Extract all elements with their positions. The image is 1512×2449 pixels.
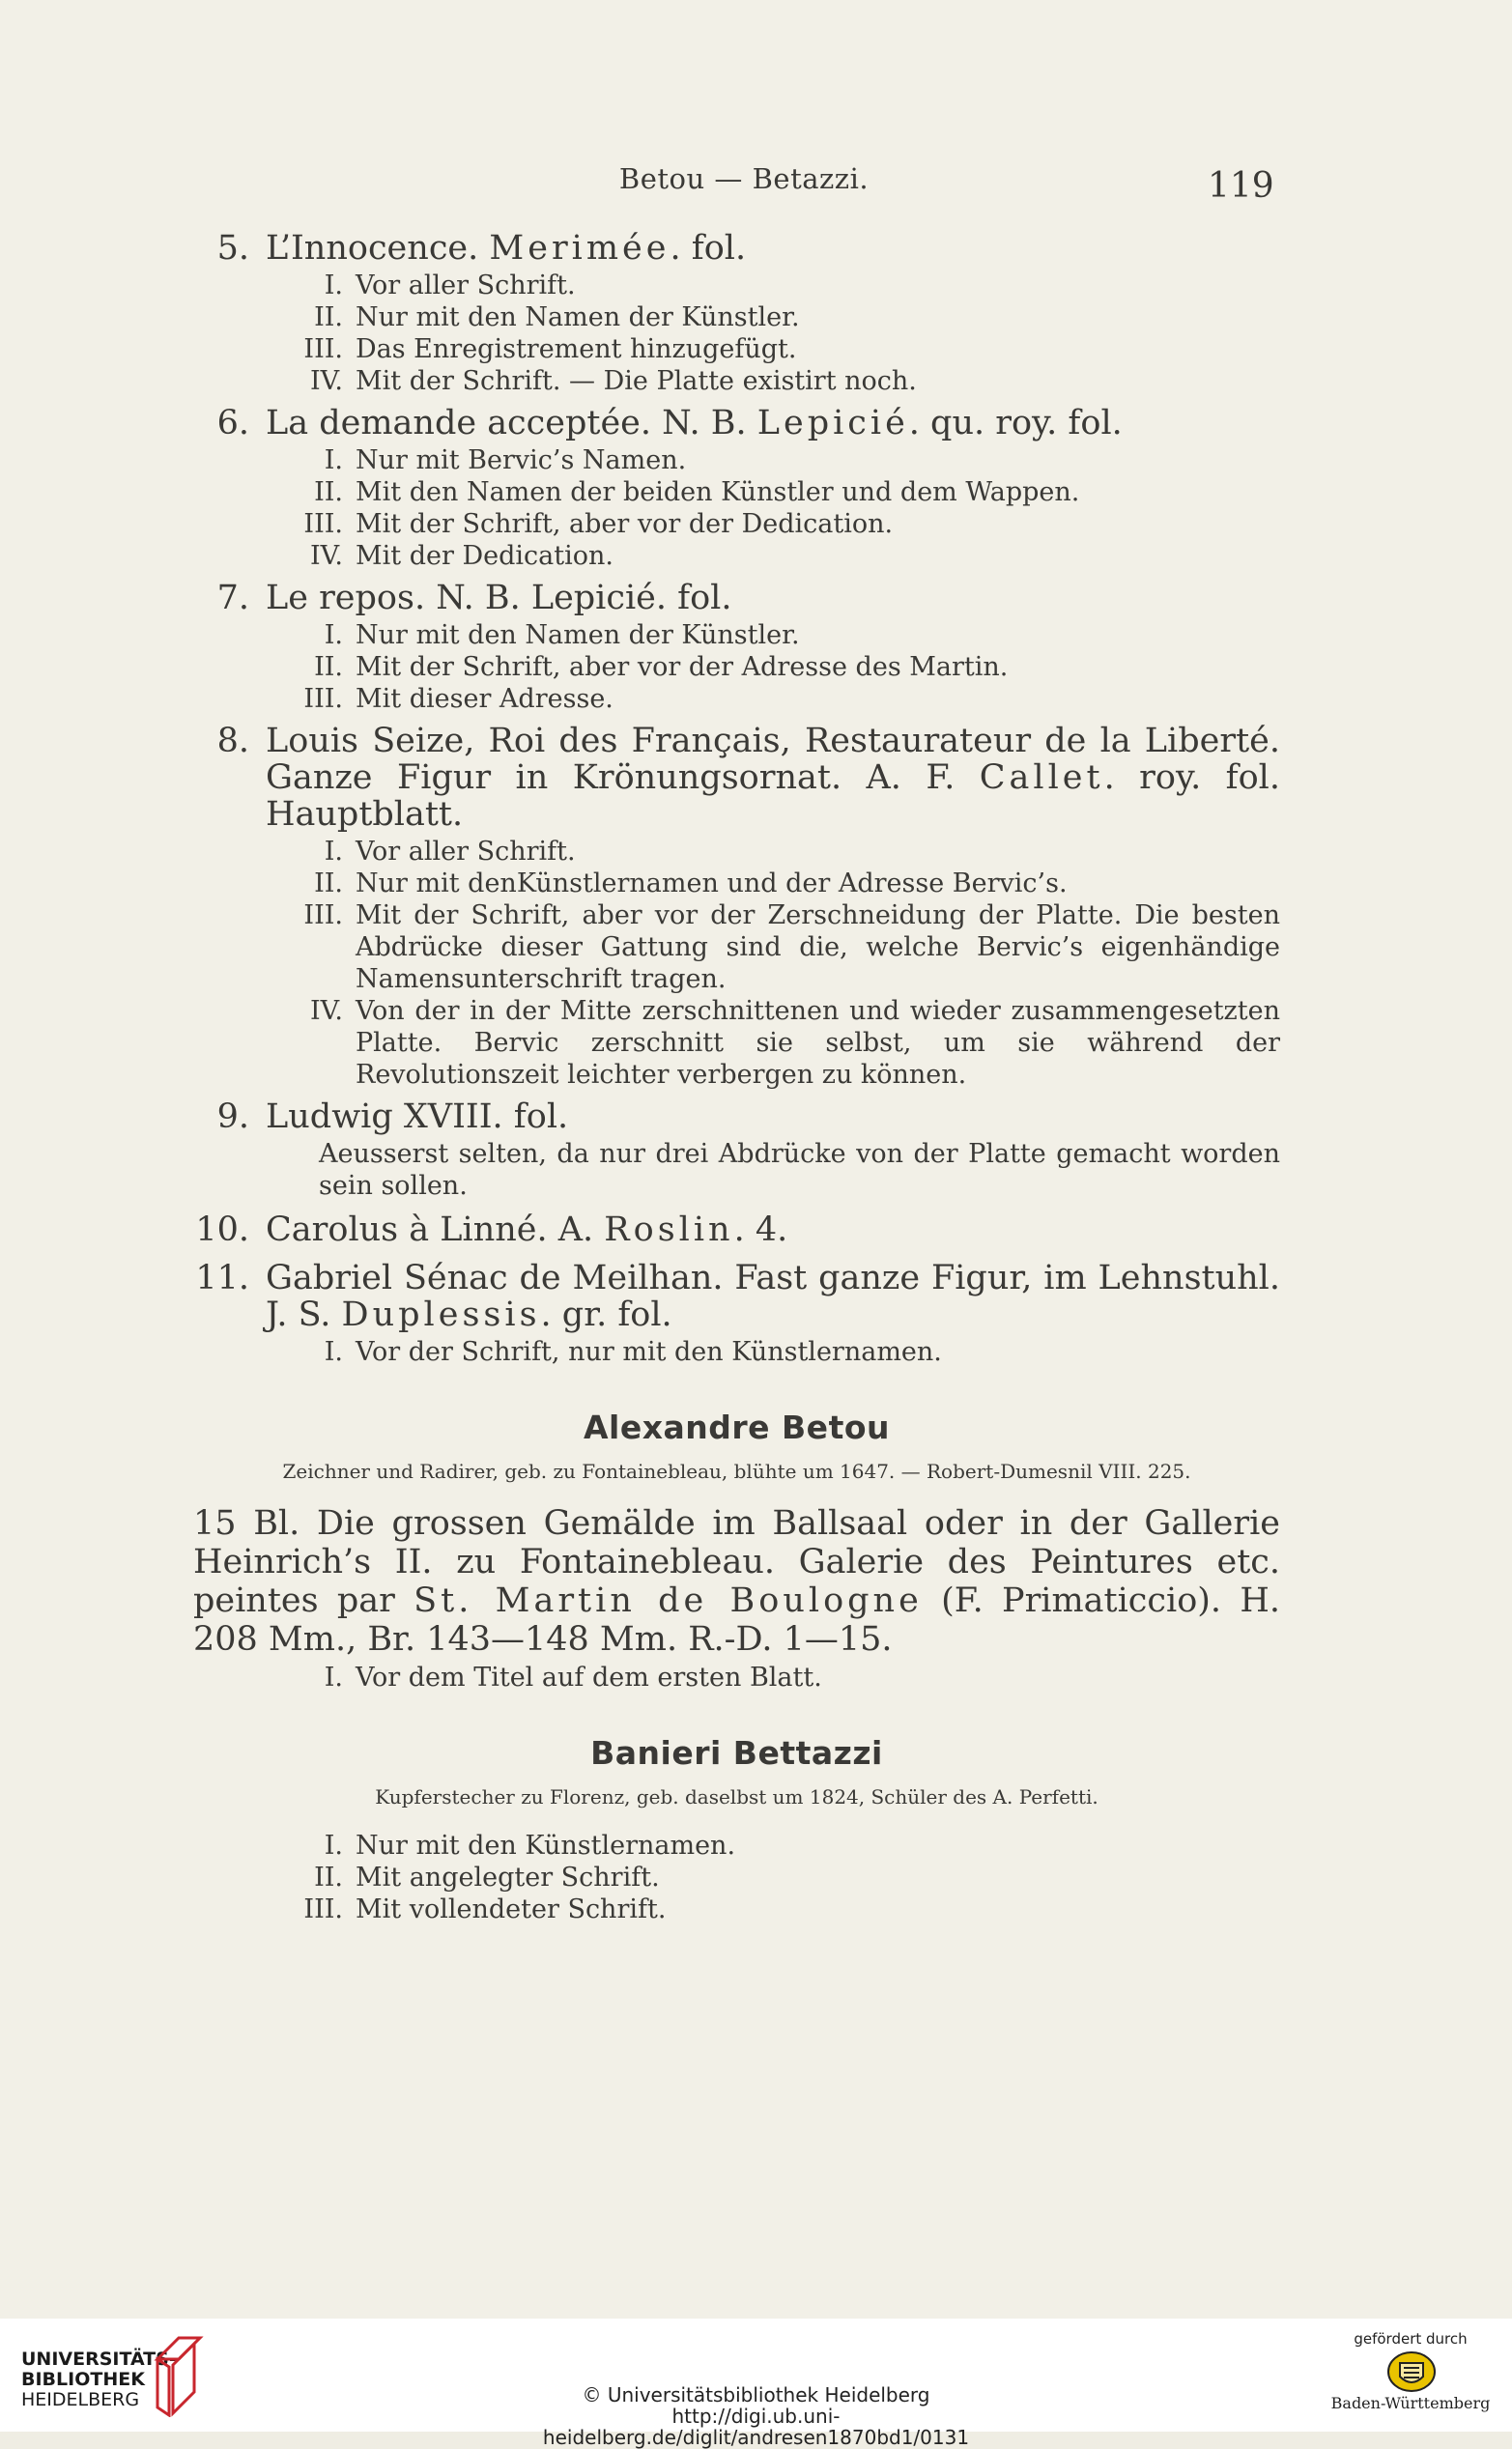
entry-number: 11.	[195, 1259, 249, 1297]
state-item: III. Das Enregistrement hinzugefügt.	[303, 334, 797, 364]
state-item: IV. Mit der Schrift. — Die Platte existirt noch.	[309, 366, 917, 396]
state-item: II. Mit angelegter Schrift.	[314, 1863, 660, 1893]
entry-number: 9.	[216, 1097, 249, 1136]
page-body	[193, 230, 1280, 1933]
section-heading-betou: Alexandre Betou	[583, 1409, 891, 1446]
state-item: IV. Von der in der Mitte zerschnittenen und wieder zusammengesetzten Platte. Bervic zerschnitt sie selbst, um sie während der Revolutionszeit leichter verbergen zu können.	[309, 996, 1280, 1090]
state-item: II. Mit den Namen der beiden Künstler und dem Wappen.	[314, 477, 1080, 507]
artist-name: Roslin	[604, 1210, 734, 1249]
entry-number: 10.	[195, 1210, 249, 1249]
state-item: I. Vor aller Schrift.	[324, 837, 576, 867]
section-heading-bettazzi: Banieri Bettazzi	[590, 1734, 883, 1772]
state-list	[193, 444, 1280, 572]
state-item: III. Mit vollendeter Schrift.	[303, 1894, 667, 1924]
sponsor-block: gefördert durch Baden-Württemberg	[1330, 2330, 1491, 2412]
library-logo-text: UNIVERSITÄTS- BIBLIOTHEK HEIDELBERG	[21, 2349, 177, 2410]
artist-name: St. Martin de Boulogne	[414, 1581, 923, 1620]
running-header	[0, 162, 1512, 211]
state-item: I. Vor der Schrift, nur mit den Künstlernamen.	[324, 1337, 942, 1367]
catalog-entry-6: 6. La demande acceptée. N. B. Lepicié. qu. roy. fol. I. Nur mit Bervic’s Namen. II. Mit den Namen der beiden Künstler und dem Wappen. III. Mit der Schrift, aber vor der Dedication. IV. Mit der Dedication.	[193, 405, 1280, 572]
catalog-entry-8: 8. Louis Seize, Roi des Français, Restaurateur de la Liberté. Ganze Figur in Krönungsornat. A. F. Callet. roy. fol. Hauptblatt. I. Vor aller Schrift. II. Nur mit denKünstlernamen und der Adresse Bervic’s. III. Mit der Schrift, aber vor der Zerschneidung der Platte. Die besten Abdrücke dieser Gattung sind die, welche Bervic’s eigenhändige Namensunterschrift tragen. IV. Von der in der Mitte zerschnittenen und wieder zusammengesetzten Platte. Bervic zerschnitt sie selbst, um sie während der Revolutionszeit leichter verbergen zu können.	[193, 723, 1280, 1091]
state-list	[193, 1662, 1280, 1694]
section-subtitle: Kupferstecher zu Florenz, geb. daselbst um 1824, Schüler des A. Perfetti.	[375, 1785, 1098, 1808]
state-list	[193, 836, 1280, 1091]
catalog-entry-7: 7. Le repos. N. B. Lepicié. fol. I. Nur mit den Namen der Künstler. II. Mit der Schrift, aber vor der Adresse des Martin. III. Mit dieser Adresse.	[193, 580, 1280, 715]
state-item: I. Nur mit den Namen der Künstler.	[324, 620, 800, 650]
state-item: II. Nur mit den Namen der Künstler.	[314, 302, 800, 332]
catalog-entry-11: 11. Gabriel Sénac de Meilhan. Fast ganze Figur, im Lehnstuhl. J. S. Duplessis. gr. fol. I. Vor der Schrift, nur mit den Künstlernamen.	[193, 1260, 1280, 1368]
state-item: IV. Mit der Dedication.	[309, 541, 613, 571]
artist-name: Merimée	[489, 229, 670, 268]
state-list	[193, 1336, 1280, 1368]
entry-number: 8.	[216, 722, 249, 760]
artist-name: Callet	[979, 758, 1104, 797]
catalog-entry-10: 10. Carolus à Linné. A. Roslin. 4.	[193, 1211, 1280, 1260]
state-item: I. Vor aller Schrift.	[324, 271, 576, 300]
section-body: 15 Bl. Die grossen Gemälde im Ballsaal oder in der Gallerie Heinrich’s II. zu Fontainebleau. Galerie des Peintures etc. peintes par St. Martin de Boulogne (F. Primaticcio). H. 208 Mm., Br. 143—148 Mm. R.-D. 1—15.	[193, 1504, 1280, 1659]
state-list	[193, 270, 1280, 397]
entry-number: 7.	[216, 579, 249, 617]
state-item: III. Mit dieser Adresse.	[303, 684, 613, 714]
state-list	[193, 1830, 1280, 1925]
state-item: I. Vor dem Titel auf dem ersten Blatt.	[324, 1663, 822, 1693]
entry-note: Aeusserst selten, da nur drei Abdrücke von der Platte gemacht worden sein sollen.	[319, 1139, 1280, 1201]
artist-name: Duplessis	[341, 1296, 541, 1334]
entry-number: 6.	[216, 404, 249, 442]
copyright-notice: © Universitätsbibliothek Heidelberg http://digi.ub.uni-heidelberg.de/diglit/andresen1870bd1/0131	[483, 2384, 1029, 2448]
state-item: I. Nur mit Bervic’s Namen.	[324, 445, 687, 475]
state-item: III. Mit der Schrift, aber vor der Zerschneidung der Platte. Die besten Abdrücke dieser Gattung sind die, welche Bervic’s eigenhändige Namensunterschrift tragen.	[303, 900, 1280, 994]
state-list	[193, 619, 1280, 715]
library-logo-icon[interactable]	[150, 2330, 208, 2417]
entry-number: 5.	[216, 229, 249, 268]
state-item: II. Mit der Schrift, aber vor der Adresse des Martin.	[314, 652, 1009, 682]
state-item: I. Nur mit den Künstlernamen.	[324, 1831, 736, 1861]
running-title: Betou — Betazzi.	[618, 162, 870, 195]
permalink-url[interactable]: http://digi.ub.uni-heidelberg.de/diglit/andresen1870bd1/0131	[542, 2405, 970, 2449]
artist-name: Lepicié	[756, 404, 909, 442]
state-item: III. Mit der Schrift, aber vor der Dedication.	[303, 509, 894, 539]
catalog-entry-9: 9. Ludwig XVIII. fol. Aeusserst selten, da nur drei Abdrücke von der Platte gemacht worden sein sollen.	[193, 1098, 1280, 1202]
state-crest-icon	[1386, 2349, 1437, 2394]
catalog-entry-5: 5. L’Innocence. Merimée. fol. I. Vor aller Schrift. II. Nur mit den Namen der Künstler. III. Das Enregistrement hinzugefügt. IV. Mit der Schrift. — Die Platte existirt noch.	[193, 230, 1280, 397]
page-number: 119	[1208, 166, 1274, 206]
section-subtitle: Zeichner und Radirer, geb. zu Fontainebleau, blühte um 1647. — Robert-Dumesnil VIII. 225.	[282, 1460, 1191, 1483]
state-item: II. Nur mit denKünstlernamen und der Adresse Bervic’s.	[314, 869, 1068, 898]
